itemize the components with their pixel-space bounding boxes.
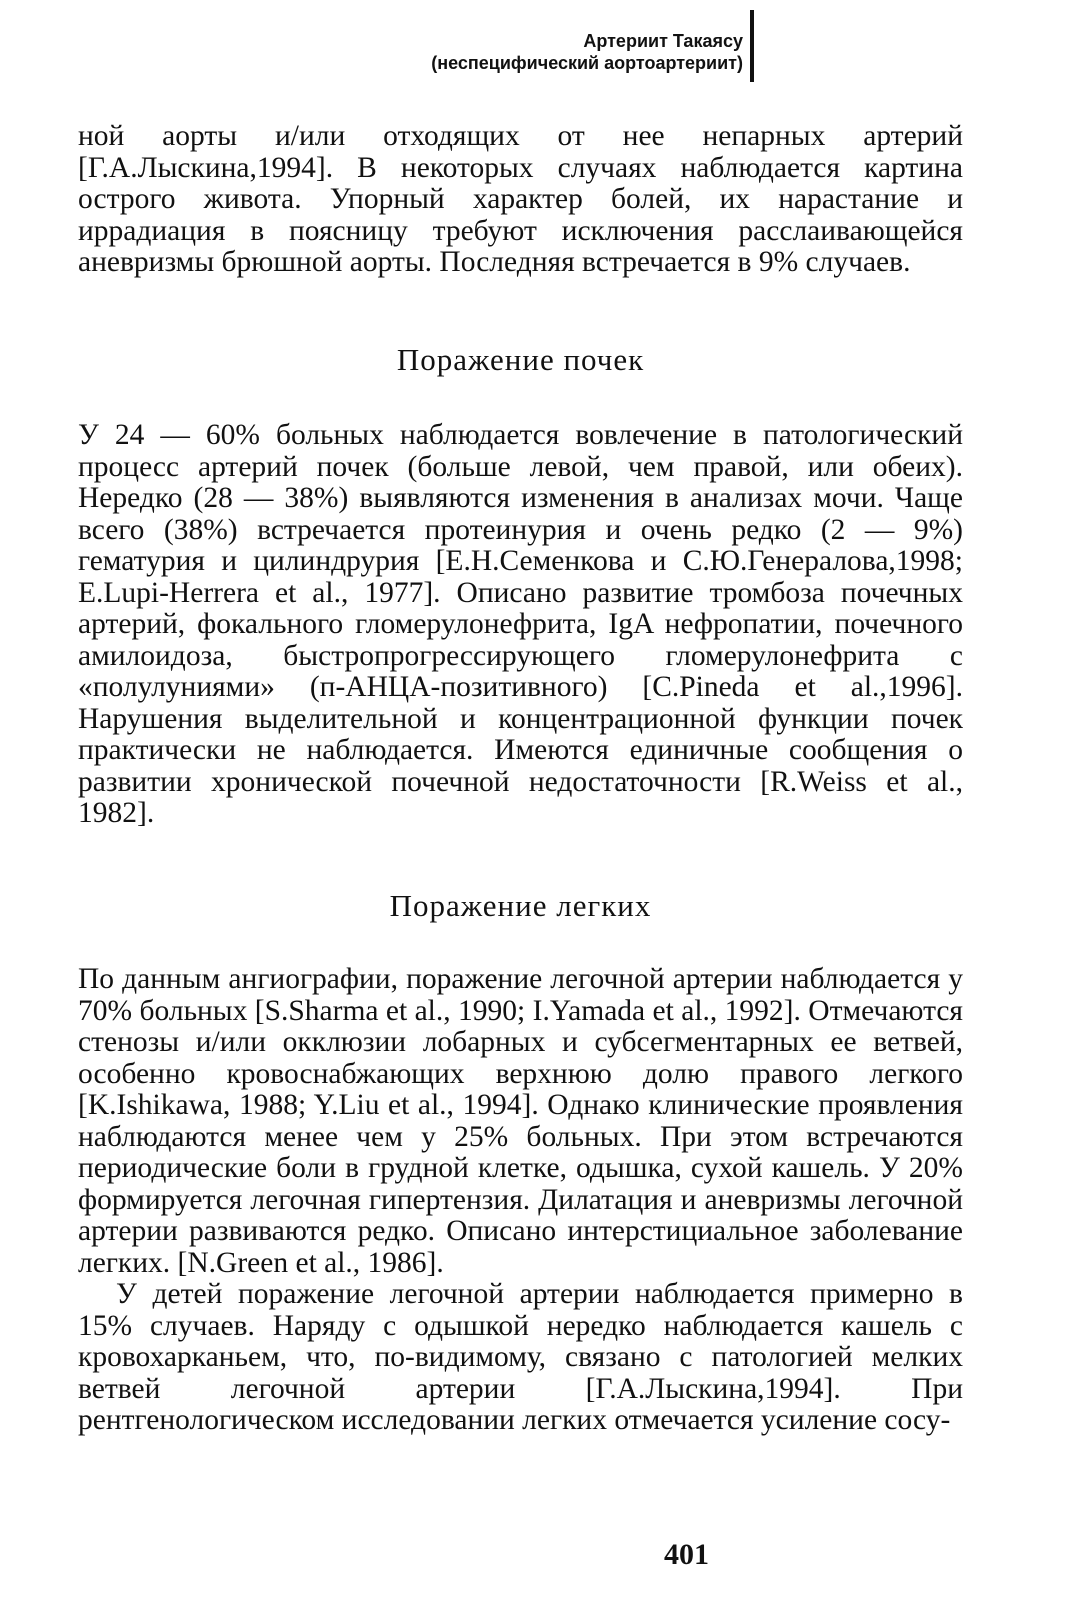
intro-text-block xyxy=(78,121,963,279)
kidney-paragraph: У 24 — 60% больных наблюдается вовлечение в патологический процесс артерий почек (больше левой, чем правой, или обеих). Нередко (28 — 38%) выявляются изменения в анализах мочи. Чаще всего (38%) встречается протеинурия и очень редко (2 — 9%) гематурия и цилиндрурия [Е.Н.Семенкова и С.Ю.Генералова,1998; E.Lupi-Herrera et al., 1977]. Описано развитие тромбоза почечных артерий, фокального гломерулонефрита, IgA нефропатии, почечного амилоидоза, быстропрогрессирующего гломерулонефрита с «полулуниями» (п-АНЦА-позитивного) [C.Pineda et al.,1996]. Нарушения выделительной и концентрационной функции почек практически не наблюдается. Имеются единичные сообщения о развитии хронической почечной недостаточности [R.Weiss et al., 1982]. xyxy=(78,419,963,829)
lung-text-block xyxy=(78,964,963,1437)
header-vertical-rule xyxy=(750,10,754,82)
lung-paragraph-2: У детей поражение легочной артерии наблюдается примерно в 15% случаев. Наряду с одышкой нередко наблюдается кашель с кровохарканьем, что, по-видимому, связано с патологией мелких ветвей легочной артерии [Г.А.Лыскина,1994]. При рентгенологическом исследовании легких отмечается усиление сосу- xyxy=(78,1278,963,1436)
running-header-title: Артериит Такаясу xyxy=(583,31,743,51)
running-header xyxy=(431,30,743,74)
lung-paragraph-1: По данным ангиографии, поражение легочной артерии наблюдается у 70% больных [S.Sharma et al., 1990; I.Yamada et al., 1992]. Отмечаются стенозы и/или окклюзии лобарных и субсегментарных ее ветвей, особенно кровоснабжающих верхнюю долю правого легкого [K.Ishikawa, 1988; Y.Liu et al., 1994]. Однако клинические проявления наблюдаются менее чем у 25% больных. При этом встречаются периодические боли в грудной клетке, одышка, сухой кашель. У 20% формируется легочная гипертензия. Дилатация и аневризмы легочной артерии развиваются редко. Описано интерстициальное заболевание легких. [N.Green et al., 1986]. xyxy=(78,963,963,1279)
lung-section-heading: Поражение легких xyxy=(389,888,652,923)
page-number: 401 xyxy=(664,1538,709,1571)
running-header-subtitle: (неспецифический аортоартериит) xyxy=(431,53,743,73)
kidney-section-heading: Поражение почек xyxy=(396,342,645,377)
kidney-text-block xyxy=(78,420,963,830)
intro-paragraph: ной аорты и/или отходящих от нее непарных артерий [Г.А.Лыскина,1994]. В некоторых случаях наблюдается картина острого живота. Упорный характер болей, их нарастание и иррадиация в поясницу требуют исключения расслаивающейся аневризмы брюшной аорты. Последняя встречается в 9% случаев. xyxy=(78,120,963,278)
